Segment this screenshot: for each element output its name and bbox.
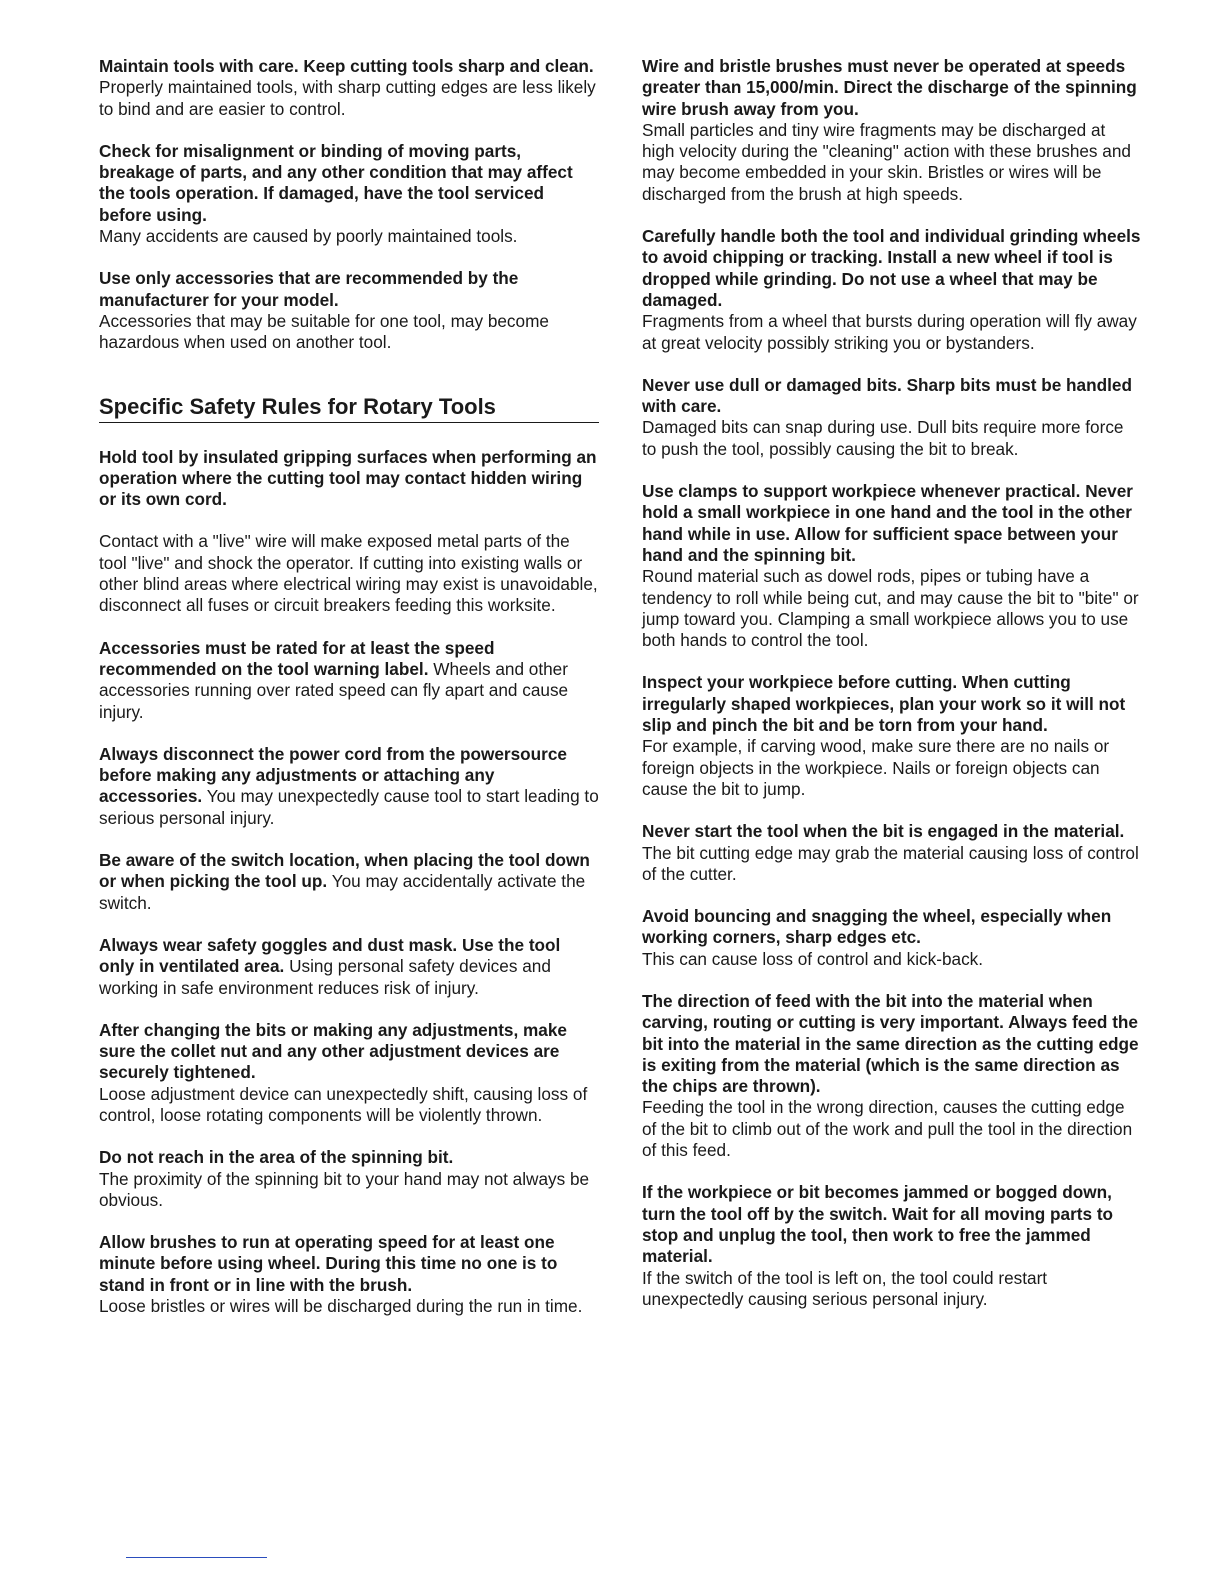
rule-lead: Maintain tools with care. Keep cutting tools sharp and clean. — [99, 56, 594, 76]
right-column — [642, 56, 1142, 1331]
rule-safety-goggles — [99, 935, 599, 999]
rule-lead: Carefully handle both the tool and individual grinding wheels to avoid chipping or tracking. Install a new wheel if tool is dropped while grinding. Do not use a wheel that may be damaged. — [642, 226, 1141, 310]
rule-lead: Always disconnect the power cord from the powersource before making any adjustments or attaching any accessories. — [99, 743, 567, 807]
rule-lead: Never use dull or damaged bits. Sharp bits must be handled with care. — [642, 374, 1132, 417]
rule-lead: Use only accessories that are recommended by the manufacturer for your model. — [99, 268, 519, 310]
rule-brushes-run — [99, 1232, 599, 1317]
rule-lead: Inspect your workpiece before cutting. When cutting irregularly shaped workpieces, plan your work so it will not slip and pinch the bit and be torn from your hand. — [642, 672, 1126, 736]
rule-body: The proximity of the spinning bit to your hand may not always be obvious. — [99, 1168, 590, 1210]
rule-direction-of-feed — [642, 991, 1142, 1161]
rule-wire-brushes — [642, 56, 1142, 205]
rule-accessories-rated — [99, 638, 599, 723]
rule-dull-bits — [642, 375, 1142, 460]
section-title: Specific Safety Rules for Rotary Tools — [99, 394, 599, 423]
rule-do-not-reach — [99, 1147, 599, 1211]
rule-lead: Check for misalignment or binding of moving parts, breakage of parts, and any other condition that may affect the tools operation. If damaged, have the tool serviced before using. — [99, 140, 573, 225]
rule-lead: Wire and bristle brushes must never be operated at speeds greater than 15,000/min. Direct the discharge of the spinning wire brush away from you. — [642, 56, 1137, 119]
rule-use-clamps — [642, 481, 1142, 651]
rule-lead: Be aware of the switch location, when placing the tool down or when picking the tool up. — [99, 850, 590, 892]
left-column — [99, 56, 599, 1338]
rule-maintain-tools — [99, 56, 599, 120]
rule-body: Damaged bits can snap during use. Dull bits require more force to push the tool, possibly causing the bit to break. — [642, 417, 1124, 459]
rule-lead: The direction of feed with the bit into the material when carving, routing or cutting is very important. Always feed the bit into the material in the same direction as the cutting edge is exiting from the material (which is the same direction as the chips are thrown). — [642, 990, 1139, 1097]
rule-body: Feeding the tool in the wrong direction, causes the cutting edge of the bit to climb out of the work and pull the tool in the direction of this feed. — [642, 1097, 1133, 1161]
rule-lead: Always wear safety goggles and dust mask. Use the tool only in ventilated area. — [99, 934, 561, 977]
rule-body: Accessories that may be suitable for one tool, may become hazardous when used on another tool. — [99, 310, 549, 353]
rule-disconnect-power — [99, 744, 599, 829]
rule-body: Fragments from a wheel that bursts during operation will fly away at great velocity possibly striking you or bystanders. — [642, 311, 1137, 353]
rule-body: You may accidentally activate the switch. — [99, 871, 586, 913]
rule-body: For example, if carving wood, make sure there are no nails or foreign objects in the workpiece. Nails or foreign objects can cause the bit to jump. — [642, 736, 1110, 799]
rule-body: Loose adjustment device can unexpectedly shift, causing loss of control, loose rotating components will be violently thrown. — [99, 1083, 588, 1125]
rule-jammed-workpiece — [642, 1182, 1142, 1310]
rule-collet-nut — [99, 1020, 599, 1126]
rule-grinding-wheels — [642, 226, 1142, 354]
rule-body: This can cause loss of control and kick-back. — [642, 948, 984, 969]
rule-body: Properly maintained tools, with sharp cutting edges are less likely to bind and are easier to control. — [99, 77, 596, 119]
rule-body: You may unexpectedly cause tool to start leading to serious personal injury. — [99, 786, 599, 828]
rule-accessories-recommended — [99, 268, 599, 353]
rule-body: Loose bristles or wires will be discharged during the run in time. — [99, 1296, 583, 1317]
rule-lead: Allow brushes to run at operating speed for at least one minute before using wheel. During this time no one is to stand in front or in line with the brush. — [99, 1232, 558, 1295]
rule-never-start-engaged — [642, 821, 1142, 885]
rule-lead: Accessories must be rated for at least the speed recommended on the tool warning label. — [99, 637, 495, 679]
rule-switch-location — [99, 850, 599, 914]
rule-body: Many accidents are caused by poorly maintained tools. — [99, 226, 518, 247]
rule-lead: If the workpiece or bit becomes jammed or bogged down, turn the tool off by the switch. Wait for all moving parts to stop and unplug the tool, then work to free the jammed material. — [642, 1182, 1114, 1267]
rule-avoid-bouncing — [642, 906, 1142, 970]
rule-inspect-workpiece — [642, 672, 1142, 800]
rule-lead: Never start the tool when the bit is engaged in the material. — [642, 821, 1125, 842]
rule-lead: Avoid bouncing and snagging the wheel, especially when working corners, sharp edges etc. — [642, 906, 1112, 948]
rule-body: Contact with a "live" wire will make exposed metal parts of the tool "live" and shock the operator. If cutting into existing walls or other blind areas where electrical wiring may exist is unavoidable, disconnect all fuses or circuit breakers feeding this worksite. — [99, 531, 598, 616]
rule-body: The bit cutting edge may grab the material causing loss of control of the cutter. — [642, 842, 1139, 884]
rule-body: Wheels and other accessories running over rated speed can fly apart and cause injury. — [99, 658, 569, 722]
rule-lead: Use clamps to support workpiece whenever practical. Never hold a small workpiece in one hand and the tool in the other hand while in use. Allow for sufficient space between your hand and the spinning bit. — [642, 481, 1133, 565]
rule-body: Round material such as dowel rods, pipes or tubing have a tendency to roll while being cut, and may cause the bit to "bite" or jump toward you. Clamping a small workpiece allows you to use both hands to control the tool. — [642, 566, 1139, 651]
rule-check-misalignment — [99, 141, 599, 247]
footer-divider — [126, 1557, 267, 1558]
rule-body: Using personal safety devices and working in safe environment reduces risk of injury. — [99, 956, 551, 998]
rule-body: If the switch of the tool is left on, the tool could restart unexpectedly causing serious personal injury. — [642, 1267, 1048, 1309]
rule-hold-insulated — [99, 447, 599, 617]
rule-body: Small particles and tiny wire fragments may be discharged at high velocity during the "cleaning" action with these brushes and may become embedded in your skin. Bristles or wires will be discharged from the brush at high speeds. — [642, 119, 1131, 204]
rule-lead: Hold tool by insulated gripping surfaces when performing an operation where the cutting tool may contact hidden wiring or its own cord. — [99, 446, 597, 510]
paragraph-gap — [99, 510, 599, 531]
rule-lead: After changing the bits or making any adjustments, make sure the collet nut and any other adjustment devices are securely tightened. — [99, 1019, 567, 1083]
rule-lead: Do not reach in the area of the spinning bit. — [99, 1147, 454, 1168]
